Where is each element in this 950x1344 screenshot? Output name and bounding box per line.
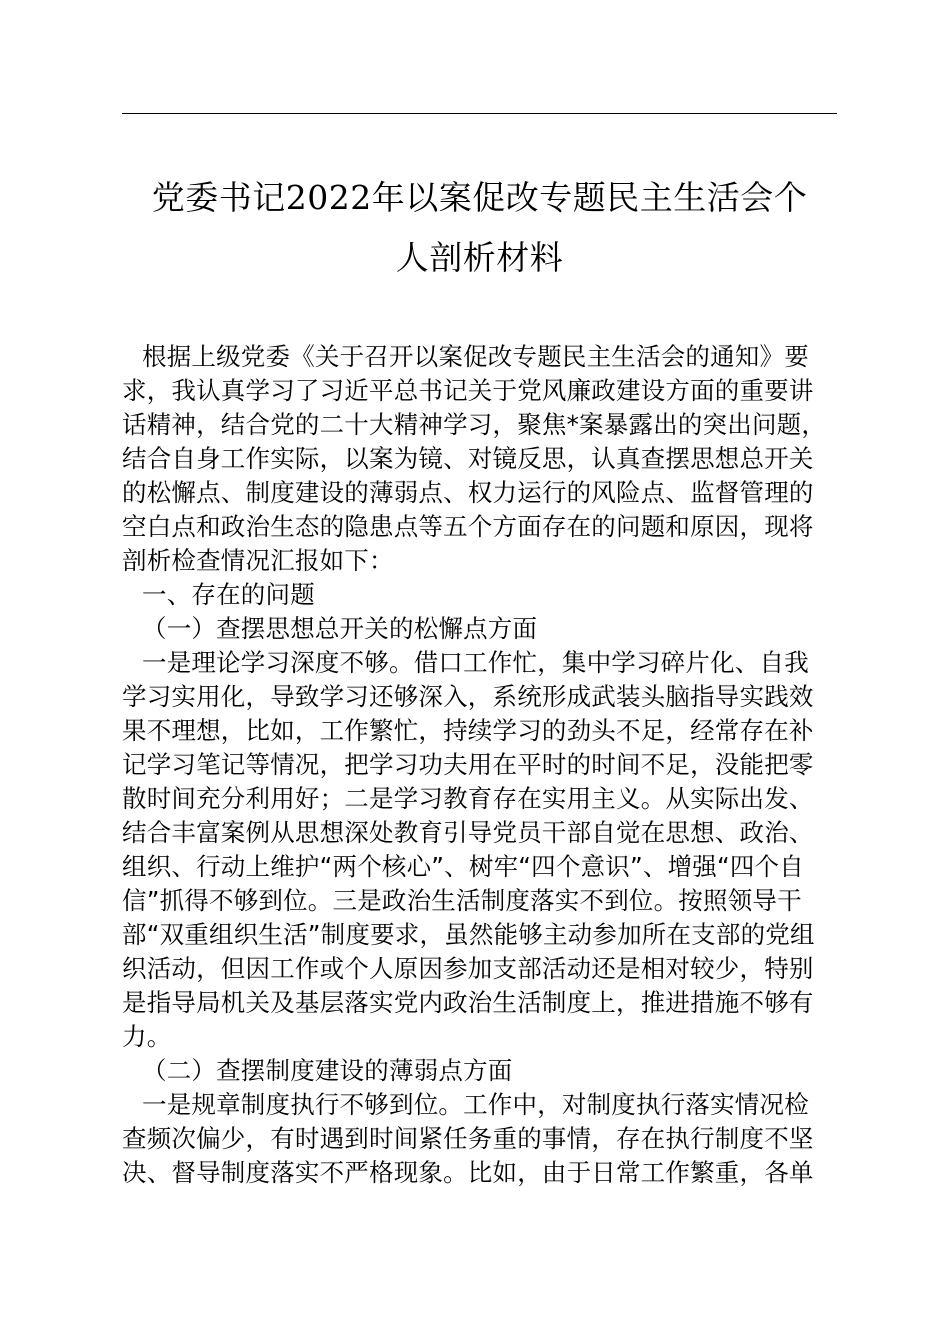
paragraph-line: 组织、行动上维护“两个核心”、树牢“四个意识”、增强“四个自 [122, 852, 804, 881]
paragraph-line: 求，我认真学习了习近平总书记关于党风廉政建设方面的重要讲 [122, 376, 814, 405]
subsection-heading: （二）查摆制度建设的薄弱点方面 [142, 1056, 513, 1085]
document-title-line-1: 党委书记2022年以案促改专题民主生活会个 [151, 178, 808, 217]
paragraph-line: 查频次偏少，有时遇到时间紧任务重的事情，存在执行制度不坚 [122, 1124, 814, 1153]
section-heading: 一、存在的问题 [142, 580, 315, 609]
paragraph-line: 决、督导制度落实不严格现象。比如，由于日常工作繁重，各单 [122, 1158, 814, 1187]
paragraph-line: 果不理想，比如，工作繁忙，持续学习的劲头不足，经常存在补 [122, 716, 814, 745]
paragraph-line: 结合丰富案例从思想深处教育引导党员干部自觉在思想、政治、 [122, 818, 814, 847]
paragraph-line: 织活动，但因工作或个人原因参加支部活动还是相对较少，特别 [122, 954, 814, 983]
paragraph-line: 散时间充分利用好；二是学习教育存在实用主义。从实际出发、 [122, 784, 814, 813]
document-body [122, 340, 852, 1190]
paragraph-line: 的松懈点、制度建设的薄弱点、权力运行的风险点、监督管理的 [122, 478, 814, 507]
paragraph-line: 一是理论学习深度不够。借口工作忙，集中学习碎片化、自我 [142, 648, 809, 677]
paragraph-line: 一是规章制度执行不够到位。工作中，对制度执行落实情况检 [142, 1090, 809, 1119]
paragraph-line: 部“双重组织生活”制度要求，虽然能够主动参加所在支部的党组 [122, 920, 815, 949]
paragraph-line: 是指导局机关及基层落实党内政治生活制度上，推进措施不够有 [122, 988, 814, 1017]
paragraph-line: 话精神，结合党的二十大精神学习，聚焦*案暴露出的突出问题， [122, 410, 827, 439]
paragraph-line: 记学习笔记等情况，把学习功夫用在平时的时间不足，没能把零 [122, 750, 814, 779]
paragraph-line: 结合自身工作实际，以案为镜、对镜反思，认真查摆思想总开关 [122, 444, 814, 473]
paragraph-line: 剖析检查情况汇报如下： [122, 546, 394, 575]
subsection-heading: （一）查摆思想总开关的松懈点方面 [142, 614, 538, 643]
document-title-line-2: 人剖析材料 [395, 238, 564, 277]
paragraph-line: 信”抓得不够到位。三是政治生活制度落实不到位。按照领导干 [122, 886, 802, 915]
paragraph-line: 学习实用化，导致学习还够深入，系统形成武装头脑指导实践效 [122, 682, 814, 711]
header-rule [122, 113, 837, 114]
paragraph-line: 力。 [122, 1022, 172, 1051]
paragraph-line: 根据上级党委《关于召开以案促改专题民主生活会的通知》要 [142, 342, 809, 371]
paragraph-line: 空白点和政治生态的隐患点等五个方面存在的问题和原因，现将 [122, 512, 814, 541]
